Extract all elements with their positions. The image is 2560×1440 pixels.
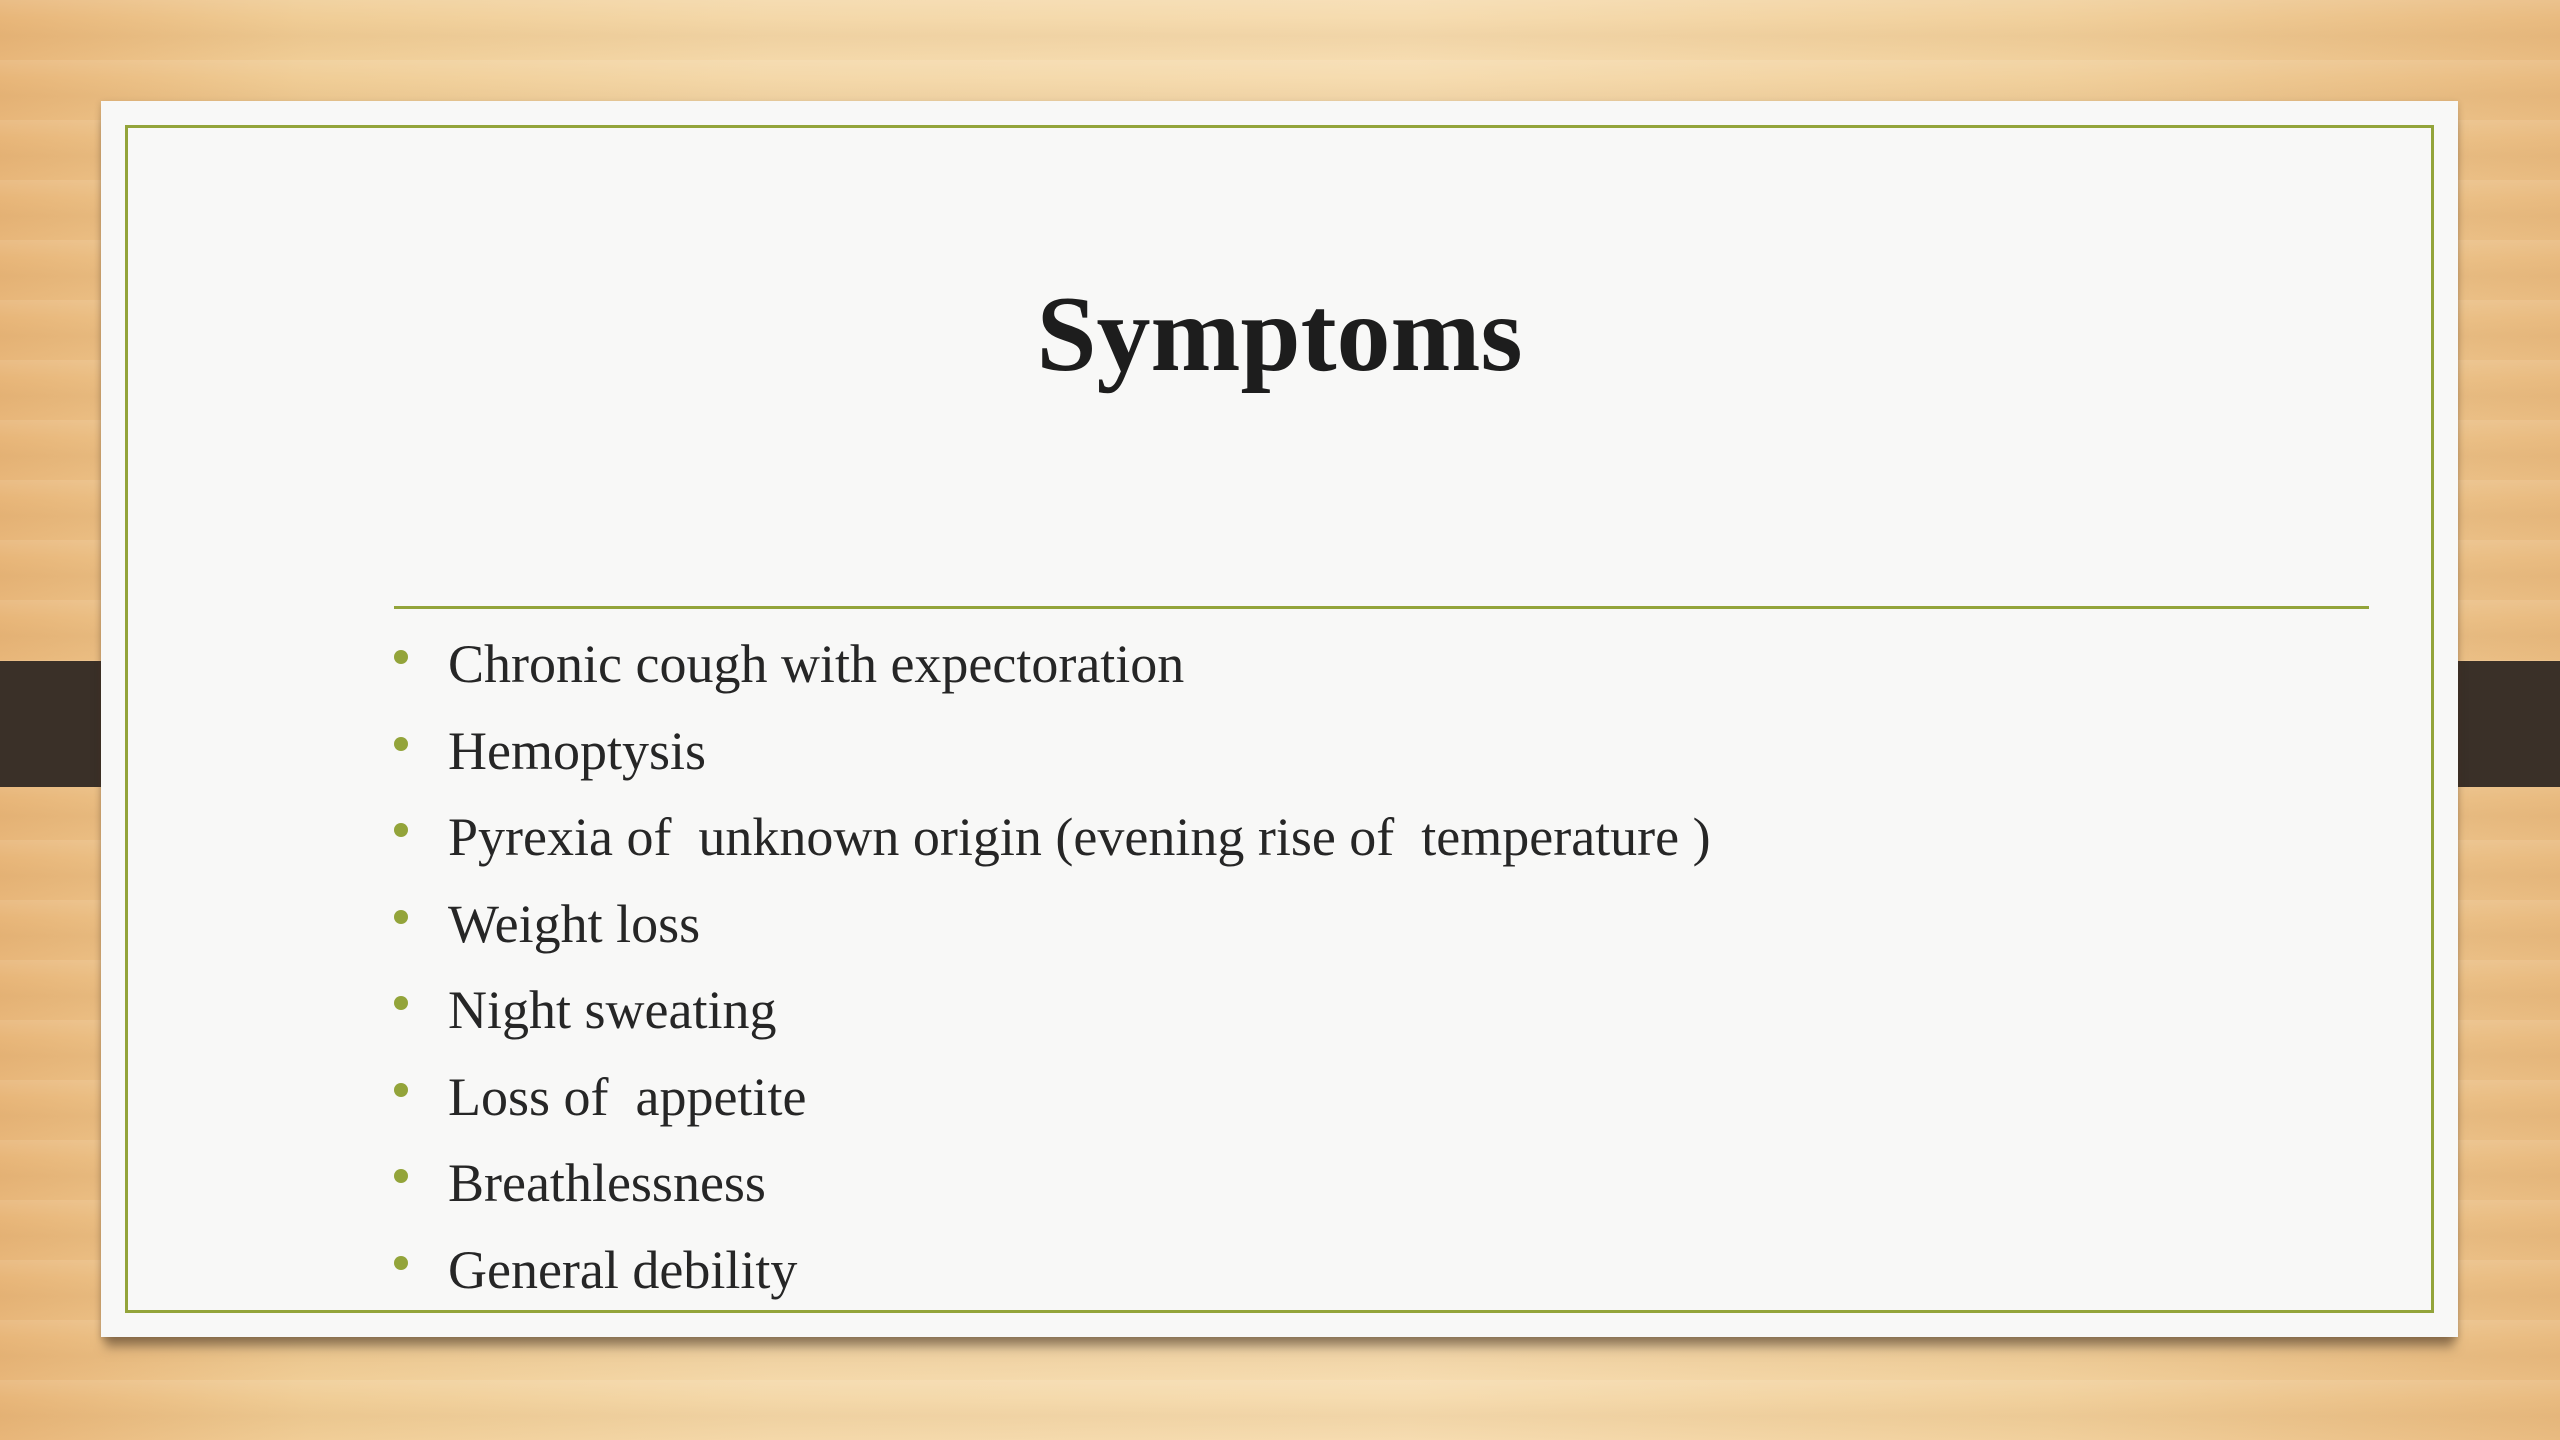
bullet-item (394, 1227, 1711, 1314)
bullet-text: Loss of appetite (448, 1066, 807, 1127)
bullet-item (394, 1054, 1711, 1141)
bullet-item (394, 881, 1711, 968)
bullet-text: Chronic cough with expectoration (448, 634, 1185, 695)
bullet-dot-icon (394, 650, 408, 664)
bullet-text: Breathlessness (448, 1153, 766, 1214)
bullet-dot-icon (394, 737, 408, 751)
bullet-text: Weight loss (448, 893, 701, 954)
bullet-list (394, 621, 1711, 1313)
title-divider (394, 606, 2369, 609)
bullet-item (394, 621, 1711, 708)
bullet-dot-icon (394, 1169, 408, 1183)
bullet-item (394, 708, 1711, 795)
bullet-dot-icon (394, 996, 408, 1010)
bullet-dot-icon (394, 910, 408, 924)
bullet-dot-icon (394, 1083, 408, 1097)
slide-title: Symptoms (1036, 275, 1523, 394)
bullet-text: Hemoptysis (448, 720, 707, 781)
bullet-dot-icon (394, 823, 408, 837)
bullet-text: General debility (448, 1239, 798, 1300)
bullet-item (394, 794, 1711, 881)
bullet-item (394, 1140, 1711, 1227)
bullet-text: Night sweating (448, 980, 777, 1041)
bullet-text: Pyrexia of unknown origin (evening rise of temperature ) (448, 807, 1711, 868)
bullet-item (394, 967, 1711, 1054)
bullet-dot-icon (394, 1256, 408, 1270)
slide (101, 101, 2458, 1337)
